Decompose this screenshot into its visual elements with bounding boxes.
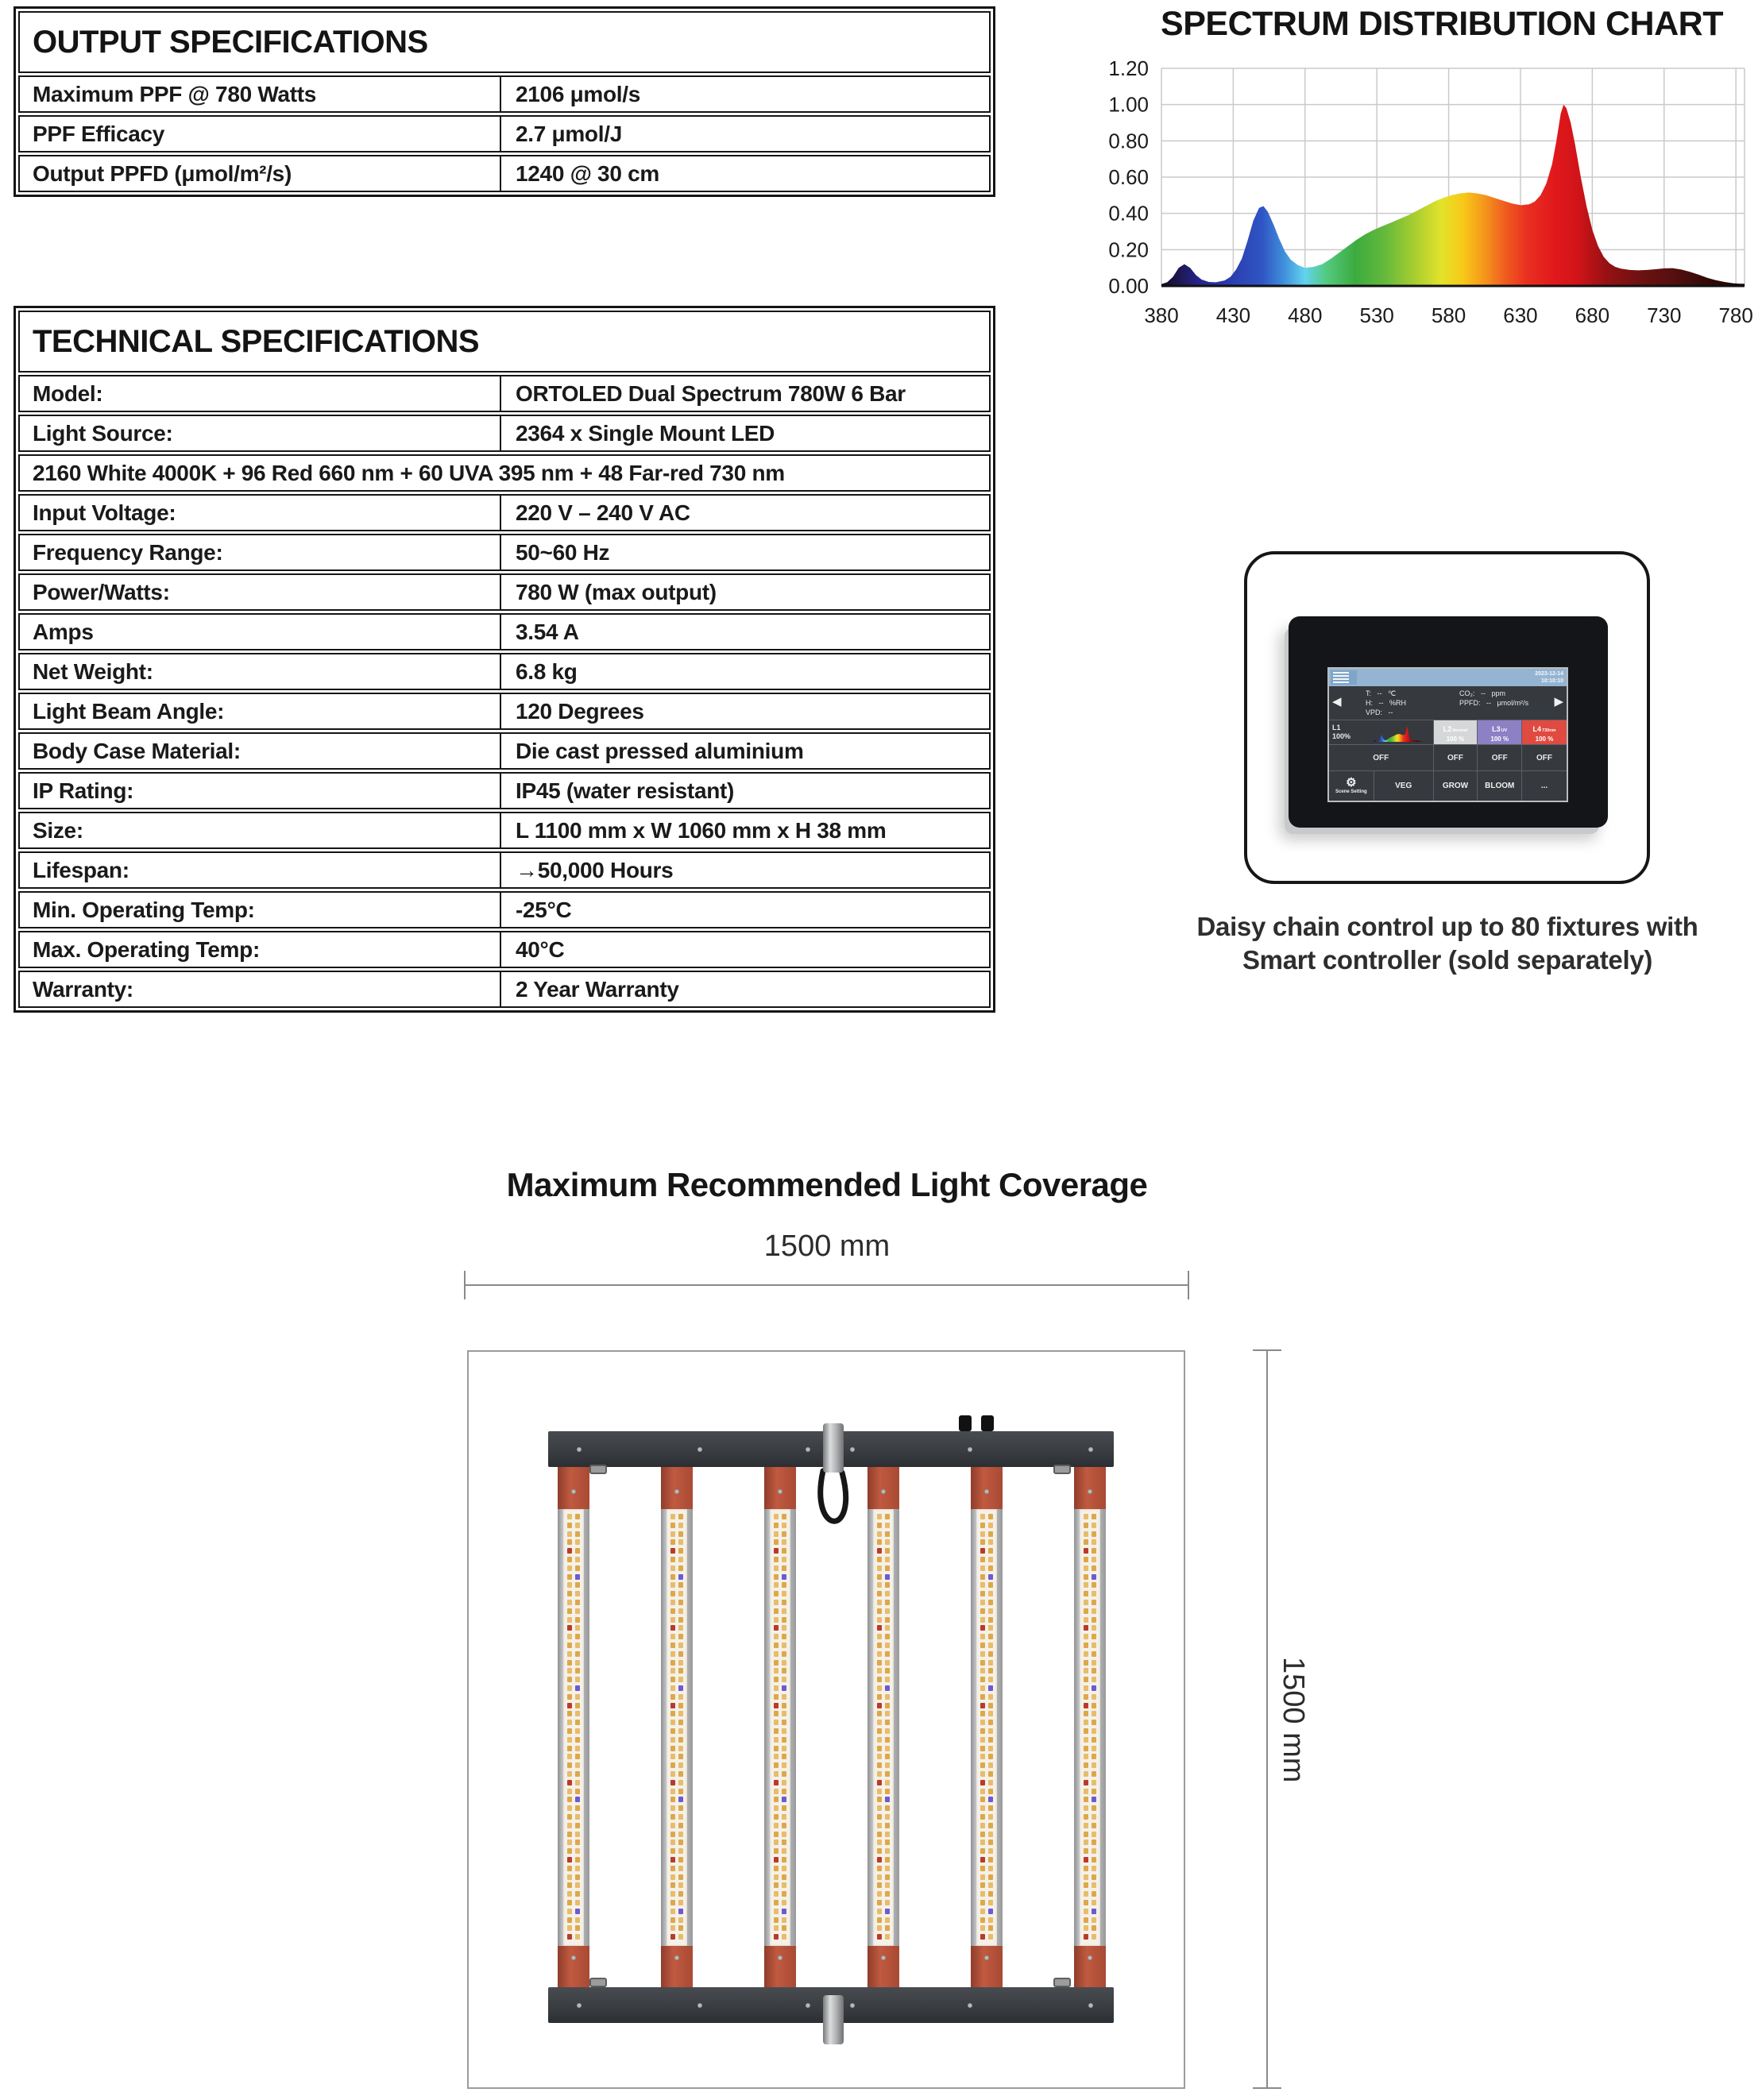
technical-specifications-table bbox=[14, 306, 995, 1013]
controller-caption: Daisy chain control up to 80 fixtures with Smart controller (sold separately) bbox=[1196, 912, 1698, 975]
table-row bbox=[18, 534, 991, 571]
led-strip bbox=[976, 1509, 997, 1946]
screw bbox=[778, 1955, 782, 1960]
spec-value: 6.8 kg bbox=[516, 658, 578, 684]
y-tick-label: 0.80 bbox=[1108, 129, 1149, 153]
grow-button[interactable]: GROW bbox=[1434, 771, 1478, 801]
table-row bbox=[18, 812, 991, 849]
table-row bbox=[18, 851, 991, 889]
off-button-l2[interactable]: OFF bbox=[1434, 745, 1478, 770]
spec-label: Body Case Material: bbox=[20, 734, 501, 768]
table-row bbox=[18, 375, 991, 412]
sensor-humidity: H: -- %RH bbox=[1366, 699, 1406, 707]
y-tick-label: 0.60 bbox=[1108, 165, 1149, 189]
table-row bbox=[18, 653, 991, 690]
screw bbox=[571, 1955, 576, 1960]
chevron-right-icon[interactable]: ▶ bbox=[1554, 695, 1563, 708]
bar-end-cap bbox=[867, 1946, 899, 1987]
spec-value: 50~60 Hz bbox=[516, 539, 610, 565]
screw bbox=[806, 2003, 810, 2008]
y-tick-label: 0.00 bbox=[1108, 274, 1149, 298]
channel-percent: 100% bbox=[1332, 732, 1351, 740]
table-row bbox=[18, 75, 991, 113]
x-tick-label: 380 bbox=[1144, 303, 1179, 327]
off-button-l3[interactable]: OFF bbox=[1478, 745, 1522, 770]
channel-l1[interactable] bbox=[1329, 720, 1434, 744]
led-strip bbox=[563, 1509, 584, 1946]
bar-end-cap bbox=[661, 1946, 693, 1987]
table-row bbox=[18, 772, 991, 809]
bloom-button[interactable]: BLOOM bbox=[1478, 771, 1522, 801]
led-mix-description: 2160 White 4000K + 96 Red 660 nm + 60 UVA 395 nm + 48 Far-red 730 nm bbox=[33, 460, 785, 485]
dimmer-knob bbox=[959, 1415, 972, 1431]
channel-l4[interactable]: L4730nm 100 % bbox=[1522, 720, 1567, 744]
spec-value: 2106 μmol/s bbox=[516, 81, 641, 106]
sensor-vpd: VPD: -- bbox=[1366, 708, 1393, 716]
veg-button[interactable]: VEG bbox=[1374, 771, 1434, 801]
hanging-point bbox=[823, 1423, 844, 1473]
coverage-width-label: 1500 mm bbox=[763, 1230, 891, 1263]
output-specs-title: OUTPUT SPECIFICATIONS bbox=[18, 11, 991, 73]
x-tick-label: 630 bbox=[1503, 303, 1538, 327]
bar-end-cap bbox=[867, 1467, 899, 1509]
screw bbox=[697, 2003, 702, 2008]
spec-value: 780 W (max output) bbox=[516, 579, 717, 604]
screw bbox=[1088, 1447, 1093, 1452]
led-strip bbox=[770, 1509, 790, 1946]
screw bbox=[881, 1489, 886, 1494]
screw bbox=[577, 1447, 582, 1452]
y-tick-label: 1.00 bbox=[1108, 92, 1149, 117]
spec-label: IP Rating: bbox=[20, 774, 501, 808]
spec-value: -25°C bbox=[516, 897, 572, 922]
sensor-ppfd: PPFD: -- μmol/m²/s bbox=[1459, 699, 1529, 707]
spec-label: Lifespan: bbox=[20, 853, 501, 887]
x-tick-label: 530 bbox=[1359, 303, 1394, 327]
spec-value: 40°C bbox=[516, 936, 565, 962]
spec-label: Output PPFD (μmol/m²/s) bbox=[20, 156, 501, 191]
screw bbox=[1088, 2003, 1093, 2008]
screw bbox=[674, 1489, 679, 1494]
y-tick-label: 0.40 bbox=[1108, 201, 1149, 226]
coverage-height-label: 1500 mm bbox=[1277, 1656, 1310, 1783]
table-row bbox=[18, 891, 991, 928]
controller-datetime: 2023-12-14 10:10:10 bbox=[1535, 671, 1563, 684]
screw bbox=[968, 1447, 972, 1452]
spec-label: Power/Watts: bbox=[20, 575, 501, 609]
bar-end-cap bbox=[558, 1946, 589, 1987]
mounting-clip bbox=[1053, 1465, 1071, 1474]
screw bbox=[881, 1955, 886, 1960]
controller-off-row bbox=[1329, 745, 1567, 771]
screw bbox=[850, 2003, 855, 2008]
controller-device bbox=[1289, 616, 1608, 828]
table-row bbox=[18, 693, 991, 730]
bar-end-cap bbox=[764, 1467, 796, 1509]
bar-end-cap bbox=[558, 1467, 589, 1509]
x-tick-label: 580 bbox=[1431, 303, 1466, 327]
spec-label: Max. Operating Temp: bbox=[20, 932, 501, 967]
light-bar bbox=[661, 1467, 693, 1987]
sensor-temperature: T: -- ℃ bbox=[1366, 689, 1397, 697]
light-bar bbox=[764, 1467, 796, 1987]
menu-icon[interactable] bbox=[1331, 670, 1357, 685]
screw bbox=[674, 1955, 679, 1960]
led-strip bbox=[667, 1509, 687, 1946]
technical-specs-title: TECHNICAL SPECIFICATIONS bbox=[18, 311, 991, 373]
light-bar bbox=[867, 1467, 899, 1987]
spec-label: Light Beam Angle: bbox=[20, 694, 501, 728]
bar-end-cap bbox=[971, 1467, 1003, 1509]
spec-label: Warranty: bbox=[20, 972, 501, 1006]
table-row bbox=[18, 573, 991, 611]
screw bbox=[850, 1447, 855, 1452]
x-tick-label: 680 bbox=[1575, 303, 1610, 327]
spec-value: 220 V – 240 V AC bbox=[516, 500, 690, 525]
sensor-co2: CO₂: -- ppm bbox=[1459, 689, 1505, 697]
controller-sensor-panel bbox=[1329, 686, 1567, 720]
channel-percent: 100 % bbox=[1490, 735, 1509, 743]
channel-id: L1 bbox=[1332, 724, 1341, 732]
table-row bbox=[18, 971, 991, 1008]
dimension-tick bbox=[464, 1271, 466, 1299]
table-row bbox=[18, 155, 991, 192]
y-tick-label: 0.20 bbox=[1108, 237, 1149, 262]
x-tick-label: 730 bbox=[1647, 303, 1682, 327]
mounting-clip bbox=[589, 1978, 607, 1987]
spec-label: Net Weight: bbox=[20, 654, 501, 689]
x-tick-label: 430 bbox=[1215, 303, 1251, 327]
bar-end-cap bbox=[1074, 1467, 1106, 1509]
spec-label: PPF Efficacy bbox=[20, 117, 501, 151]
spec-value: ORTOLED Dual Spectrum 780W 6 Bar bbox=[516, 380, 906, 406]
channel-l2[interactable]: L2Normal 100 % bbox=[1434, 720, 1478, 744]
screw bbox=[571, 1489, 576, 1494]
screw bbox=[697, 1447, 702, 1452]
gear-icon: ⚙ bbox=[1346, 776, 1357, 789]
led-strip bbox=[1080, 1509, 1100, 1946]
table-row bbox=[18, 613, 991, 650]
x-tick-label: 480 bbox=[1288, 303, 1323, 327]
off-button-l1[interactable]: OFF bbox=[1329, 745, 1434, 770]
x-tick-label: 780 bbox=[1718, 303, 1753, 327]
spec-value: →50,000 Hours bbox=[516, 857, 674, 882]
screw bbox=[1088, 1955, 1092, 1960]
channel-l3[interactable]: L3UV 100 % bbox=[1478, 720, 1522, 744]
spec-label: Light Source: bbox=[20, 416, 501, 450]
controller-channel-row bbox=[1329, 720, 1567, 745]
mounting-clip bbox=[1053, 1978, 1071, 1987]
bar-end-cap bbox=[661, 1467, 693, 1509]
table-row bbox=[18, 494, 991, 531]
table-row-full bbox=[18, 454, 991, 492]
light-bar bbox=[971, 1467, 1003, 1987]
spec-label: Amps bbox=[20, 615, 501, 649]
controller-topbar bbox=[1329, 669, 1567, 686]
light-bar bbox=[558, 1467, 589, 1987]
y-tick-label: 1.20 bbox=[1108, 56, 1149, 80]
spec-label: Size: bbox=[20, 813, 501, 847]
scene-setting-button[interactable]: ⚙ Scene Setting bbox=[1329, 771, 1374, 801]
spec-value: 120 Degrees bbox=[516, 698, 644, 724]
off-button-l4[interactable]: OFF bbox=[1536, 753, 1552, 762]
more-button[interactable]: ... bbox=[1540, 782, 1548, 790]
spec-value: 3.54 A bbox=[516, 619, 579, 644]
spec-label: Frequency Range: bbox=[20, 535, 501, 569]
spec-value: IP45 (water resistant) bbox=[516, 778, 735, 803]
screw bbox=[984, 1489, 989, 1494]
spec-value: 2364 x Single Mount LED bbox=[516, 420, 775, 446]
chevron-left-icon[interactable]: ◀ bbox=[1332, 695, 1342, 708]
screw bbox=[1088, 1489, 1092, 1494]
spec-value: Die cast pressed aluminium bbox=[516, 738, 804, 763]
table-row bbox=[18, 931, 991, 968]
spectrum-distribution-chart bbox=[1095, 48, 1754, 334]
spec-value: 2 Year Warranty bbox=[516, 976, 679, 1002]
table-row bbox=[18, 732, 991, 770]
smart-controller-card bbox=[1244, 551, 1650, 884]
bar-end-cap bbox=[971, 1946, 1003, 1987]
height-dimension-line bbox=[1266, 1350, 1268, 2089]
screw bbox=[778, 1489, 782, 1494]
dimmer-knob bbox=[981, 1415, 994, 1431]
spec-value: 2.7 μmol/J bbox=[516, 121, 622, 146]
width-dimension-line bbox=[465, 1284, 1189, 1286]
screw bbox=[984, 1955, 989, 1960]
bar-end-cap bbox=[1074, 1946, 1106, 1987]
mounting-clip bbox=[589, 1465, 607, 1474]
coverage-title: Maximum Recommended Light Coverage bbox=[506, 1166, 1148, 1203]
controller-screen bbox=[1327, 667, 1568, 802]
coverage-area-outline bbox=[467, 1350, 1185, 2089]
spec-label: Min. Operating Temp: bbox=[20, 893, 501, 927]
screw bbox=[577, 2003, 582, 2008]
screw bbox=[806, 1447, 810, 1452]
spec-label: Maximum PPF @ 780 Watts bbox=[20, 77, 501, 111]
hanging-point bbox=[823, 1995, 844, 2044]
table-row bbox=[18, 115, 991, 152]
output-specifications-table bbox=[14, 6, 995, 197]
spectrum-chart-title: SPECTRUM DISTRIBUTION CHART bbox=[1161, 5, 1723, 43]
spec-value: 1240 @ 30 cm bbox=[516, 160, 659, 186]
channel-percent: 100 % bbox=[1446, 735, 1465, 743]
spec-label: Model: bbox=[20, 376, 501, 411]
spec-label: Input Voltage: bbox=[20, 496, 501, 530]
bar-end-cap bbox=[764, 1946, 796, 1987]
dimension-tick bbox=[1188, 1271, 1189, 1299]
screw bbox=[968, 2003, 972, 2008]
channel-percent: 100 % bbox=[1535, 735, 1554, 743]
controller-menu-row bbox=[1329, 771, 1567, 801]
led-strip bbox=[873, 1509, 894, 1946]
spec-value: L 1100 mm x W 1060 mm x H 38 mm bbox=[516, 817, 887, 843]
light-bar bbox=[1074, 1467, 1106, 1987]
table-row bbox=[18, 415, 991, 452]
mini-spectrum-icon bbox=[1364, 722, 1432, 743]
